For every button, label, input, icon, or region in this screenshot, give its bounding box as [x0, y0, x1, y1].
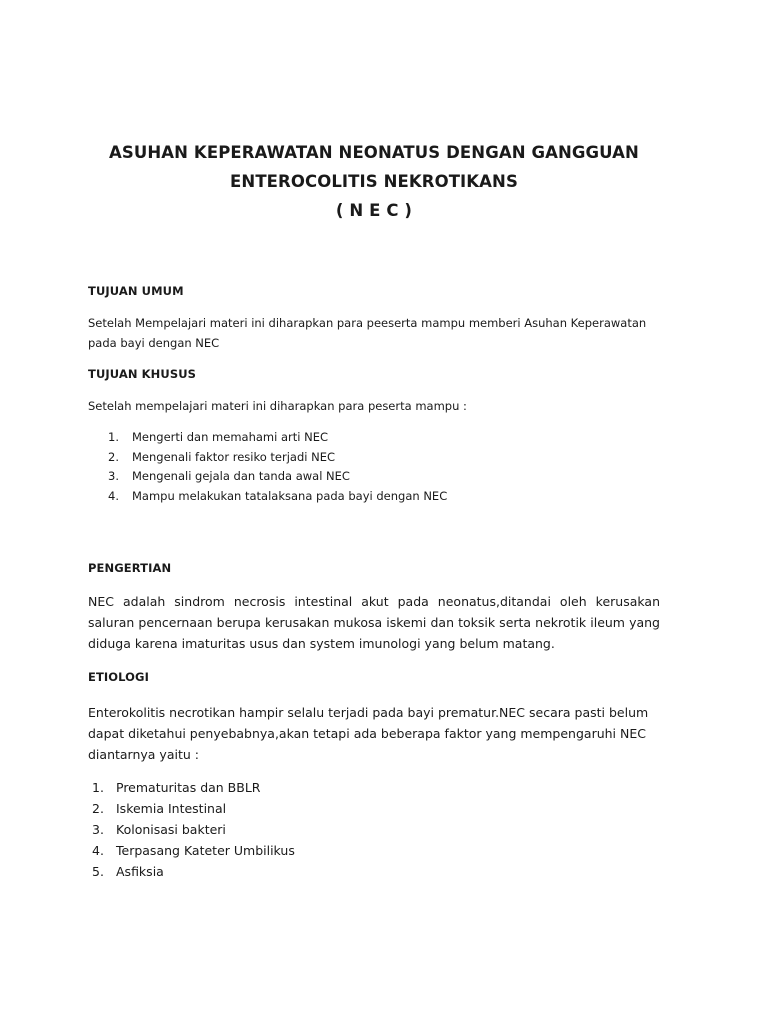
paragraph-tujuan-umum: Setelah Mempelajari materi ini diharapkan para peeserta mampu memberi Asuhan Keperawatan pada bayi dengan NEC: [88, 316, 647, 350]
heading-pengertian: PENGERTIAN: [88, 561, 172, 575]
list-item-number: 1.: [92, 780, 104, 795]
heading-etiologi: ETIOLOGI: [88, 670, 149, 684]
list-item-number: 4.: [108, 488, 119, 503]
list-item: [88, 798, 668, 819]
list-item-number: 2.: [92, 801, 104, 816]
list-item-text: Mengenali faktor resiko terjadi NEC: [132, 449, 336, 464]
list-item: [88, 487, 668, 507]
list-item-number: 3.: [92, 822, 104, 837]
list-item-number: 3.: [108, 469, 119, 483]
list-item: [88, 777, 668, 798]
list-item-text: Iskemia Intestinal: [116, 801, 227, 816]
list-item: [88, 840, 668, 861]
paragraph-etiologi: Enterokolitis necrotikan hampir selalu terjadi pada bayi prematur.NEC secara pasti belum dapat diketahui penyebabnya,akan tetapi ada beberapa faktor yang mempengaruhi NEC diantarnya yaitu :: [88, 705, 649, 762]
heading-tujuan-umum: TUJUAN UMUM: [88, 284, 184, 298]
title-line-2: ENTEROCOLITIS NEKROTIKANS: [230, 172, 518, 191]
list-item: [88, 467, 668, 487]
title-line-3: ( N E C ): [335, 201, 413, 220]
list-item-number: 1.: [108, 430, 119, 444]
list-tujuan-khusus: [88, 428, 668, 506]
list-item: [88, 428, 668, 448]
list-item: [88, 448, 668, 468]
list-item-text: Prematuritas dan BBLR: [116, 780, 261, 795]
list-item-text: Mengenali gejala dan tanda awal NEC: [132, 469, 350, 483]
list-etiologi: [88, 777, 668, 882]
list-item: [88, 819, 668, 840]
list-item-text: Mampu melakukan tatalaksana pada bayi dengan NEC: [132, 488, 448, 503]
list-item-text: Mengerti dan memahami arti NEC: [132, 430, 328, 444]
title-line-1: ASUHAN KEPERAWATAN NEONATUS DENGAN GANGGUAN: [109, 143, 639, 162]
list-item-text: Kolonisasi bakteri: [116, 822, 226, 837]
paragraph-pengertian: NEC adalah sindrom necrosis intestinal akut pada neonatus,ditandai oleh kerusakan saluran pencernaan berupa kerusakan mukosa iskemi dan toksik serta nekrotik ileum yang diduga karena imaturitas usus dan system imunologi yang belum matang.: [88, 594, 660, 651]
list-item-text: Asfiksia: [116, 864, 164, 879]
list-item: [88, 861, 668, 882]
list-item-number: 5.: [92, 864, 104, 879]
list-item-number: 4.: [92, 843, 104, 858]
list-item-text: Terpasang Kateter Umbilikus: [116, 843, 295, 858]
list-item-number: 2.: [108, 449, 119, 464]
heading-tujuan-khusus: TUJUAN KHUSUS: [88, 367, 197, 381]
document-title: [60, 138, 688, 225]
paragraph-tujuan-khusus-intro: Setelah mempelajari materi ini diharapkan para peserta mampu :: [88, 399, 467, 413]
